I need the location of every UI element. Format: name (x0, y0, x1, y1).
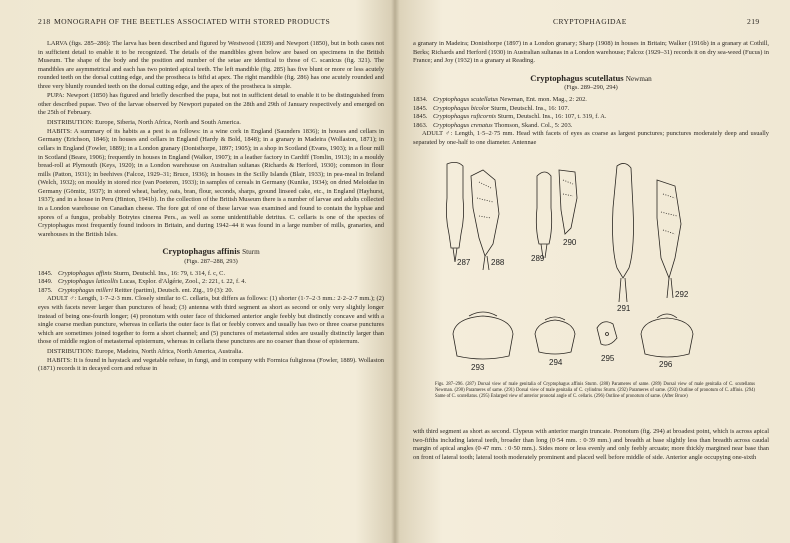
species-heading-affinis (38, 247, 384, 257)
right-running-head: CRYPTOPHAGIDAE (553, 17, 627, 26)
fig-number: 290 (563, 238, 577, 247)
fig-number: 291 (617, 304, 631, 313)
genitalia-figure-plate (413, 158, 769, 376)
species-author: Sturm (242, 248, 260, 257)
fig-number: 294 (549, 358, 563, 367)
right-text-column-top (413, 40, 769, 148)
species-figs: (Figs. 287–288, 293) (184, 258, 238, 266)
distribution-paragraph: DISTRIBUTION: Europe, Madeira, North Africa, North America, Australia. (47, 347, 243, 355)
fig-289-drawing (536, 172, 551, 244)
left-text-column (38, 40, 384, 375)
citation: 1845. Cryptophagus affinis Sturm, Deutschl. Ins., 16: 79, t. 314, f. c, C. (38, 269, 226, 277)
species-name: Cryptophagus scutellatus (530, 72, 624, 83)
left-page-number: 218 (38, 17, 51, 26)
intro-paragraph: a granary in Madeira; Donisthorpe (1897) in a London granary; Sharp (1908) in houses in Britain; Walker (1916b) in a granary at Cothill, Berks; Richards and Herford (1930) in Australian sultanas in a London warehouse; Falcoz (1929–31) records it on dry sea-weed (Fucus) in France; and Joy (1932) in a granary at Reading. (413, 40, 769, 65)
fig-293-drawing (453, 316, 513, 359)
right-page-number: 219 (747, 17, 760, 26)
fig-number: 295 (601, 354, 615, 363)
right-text-column-bottom (413, 428, 769, 463)
fig-287-drawing (446, 162, 463, 248)
fig-295-drawing (597, 322, 617, 345)
fig-296-drawing (641, 318, 693, 357)
fig-294-drawing (535, 320, 575, 354)
fig-292-drawing (657, 180, 681, 278)
adult-paragraph: ADULT ♂: Length, 1·5–2·75 mm. Head with facets of eyes as coarse as largest punctures; punctures moderately deep and usually separated by one-half to one diameter. Antennae (413, 130, 769, 146)
citation: 1875. Cryptophagus milleri Reitter (partim), Deutsch. ent. Ztg., 19 (3): 20. (38, 286, 234, 294)
citation: 1863. Cryptophagus crenatus Thomson, Skand. Col., 5: 203. (413, 121, 573, 129)
pupa-paragraph: PUPA: Newport (1850) has figured and briefly described the pupa, but not in sufficient detail to enable it to be distinguished from other described pupae. Two of the larvae observed by Newport pupated on the 28th and 29th of January respectively and emerged on the 25th of February. (38, 92, 384, 117)
citation: 1845. Cryptophagus ruficornis Sturm, Deutschl. Ins., 16: 107, t. 319, f. A. (413, 113, 607, 121)
citation: 1834. Cryptophagus scutellatus Newman, Ent. mon. Mag., 2: 202. (413, 95, 587, 103)
habits-paragraph: HABITS: It is found in haystack and vegetable refuse, in fungi, and in company with Formica fuliginosa (Fowler, 1889). Wollaston (1871) records it in decayed corn and refuse in (38, 356, 384, 373)
figure-caption: Figs. 287–296. (287) Dorsal view of male genitalia of Cryptophagus affinis Sturm. (288) Parameres of same. (289) Dorsal view of male genitalia of C. scutellatus Newman. (290) Parameres of same. (291) Dorsal view of male genitalia of C. cylindrus Sturm. (292) Parameres of same. (293) Outline of pronotum of C. affinis. (294) Same of C. scutellatus. (295) Enlarged view of anterior pronotal angle of C. cellaris. (296) Outline of pronotum of same. (After Bruce) (435, 382, 755, 399)
species-author: Newman (625, 74, 652, 83)
fig-number: 293 (471, 363, 485, 372)
fig-291-drawing (613, 163, 634, 278)
continued-description: with third segment as short as second. Clypeus with anterior margin truncate. Pronotum (fig. 294) at broadest point, which is across apical two-fifths including lateral teeth, broader than long (0·54 mm. : 0·39 mm.) and breadth at base slightly less than breadth across caudal margin of apical angles (0·47 mm. : 0·50 mm.). Sides more or less evenly and only feebly arcuate; more thickly margined near base than on front of lateral tooth; lateral tooth moderately prominent and placed well before middle of side. Anterior angle occupying one-sixth (413, 428, 769, 461)
figure-drawings (413, 158, 769, 376)
distribution-paragraph: DISTRIBUTION: Europe, Siberia, North Africa, North and South America. (47, 118, 241, 126)
fig-number: 289 (531, 254, 545, 263)
habits-paragraph: HABITS: A summary of its habits as a pest is as follows: in a wine cork in England (Saunders 1836); in houses and cellars in Germany (Erichson, 1846); in houses and cellars in England (Hardy & Bold, 1848); in a granary in Madeira (Wollaston, 1871); in cellars in England (Fowler, 1889); in a London granary (Donisthorpe, 1897; 1905); in a shop in Scotland (Evans, 1903); in a flour mill in Scotland (Beare, 1906); frequently in houses in England (Walker, 1907); in a leather factory in Cardiff (Tomlin, 1913); in a mouldy bread-roll at Plymouth (Keys, 1920); in a London warehouse on Australian sultanas (Richards & Herford, 1930); common in flour mills (Patton, 1931); in beehives (Falcoz, 1929–31; Bruce, 1936); in houses in the Scilly Islands (Blair, 1933); in pea-meal in Ireland (Welch, 1932); on mouldy in stored rice (van Poeteren, 1933); in samples of cereals in Germany (Kunike, 1934); on dried Meloidae in Germany (Gömitz, 1937); in stored wheat, barley, oats, bran, flour, seconds, sharps, ground linseed cake, etc., in England (Hayhurst, 1937); and in a house in Peru (Hinton, 1941b). In the collection of the British Museum there is a number of larvae and adults collected in a London warehouse on Canadian cheese. The fore gut of one of these larvae was examined and found to contain the hyphae and spores of a fungus, probably Botrytes cinerea Pers., as well as some unidentifiable detritus. C. cellaris is one of the species of Cryptophagus most frequently found indoors in Britain, and during 1942–44 it was found in a large number of mills, granaries, and warehouses in the British Isles. (38, 127, 384, 238)
fig-290-drawing (559, 170, 577, 234)
larva-paragraph: LARVA (figs. 285–286): The larva has been described and figured by Westwood (1839) and Newport (1850), but in both cases not in sufficient detail to enable it to be recognized. The details of the mandibles given below are based on specimens in the British Museum. The shape of the body and the position and number of the setae are identical to those of C. scanicus (fig. 321). The mandibles are asymmetrical and each has two pointed apical teeth. The left mandible (fig. 285) has five blunt or more or less acutely rounded teeth on the dorsal cutting edge, and the prostheca is bifid at apex. The right mandible (fig. 286) has one acutely rounded and three very bluntly rounded teeth on the dorsal cutting edge, and the apex of the prostheca is simple. (38, 40, 384, 90)
fig-number: 287 (457, 258, 471, 267)
fig-288-drawing (471, 170, 499, 256)
species-name: Cryptophagus affinis (162, 246, 240, 257)
left-running-head: MONOGRAPH OF THE BEETLES ASSOCIATED WITH STORED PRODUCTS (54, 17, 331, 26)
citation: 1845. Cryptophagus bicolor Sturm, Deutschl. Ins., 16: 107. (413, 104, 570, 112)
fig-number: 296 (659, 360, 673, 369)
right-page (395, 0, 790, 543)
citation: 1849. Cryptophagus laticollis Lucas, Explor. d'Algérie, Zool., 2: 221, t. 22, f. 4. (38, 278, 247, 286)
fig-number: 292 (675, 290, 689, 299)
species-heading-scutellatus (413, 74, 769, 84)
adult-paragraph: ADULT ♂: Length, 1·7–2·3 mm. Closely similar to C. cellaris, but differs as follows: (1) shorter (1·7–2·3 mm.: 2·2–2·7 mm.); (2) eyes with facets never larger than punctures of head; (3) antenna with third segment as short as second or only very slightly longer instead of being one-fourth longer; (4) pronotum with outer face of thickened anterior angle feebly but distinctly concave and with a single coarse median puncture, whereas in cellaris the outer face is flat or feebly convex and usually has two or three coarse punctures which are sometimes joined together to form a short channel; and (5) punctures of metasternal sides are usually distinctly larger than those of middle region of metasternal episternum, whereas in cellaris these punctures are no coarser than those of episternum. (38, 295, 384, 346)
fig-number: 288 (491, 258, 505, 267)
species-figs: (Figs. 289–290, 294) (564, 84, 618, 92)
